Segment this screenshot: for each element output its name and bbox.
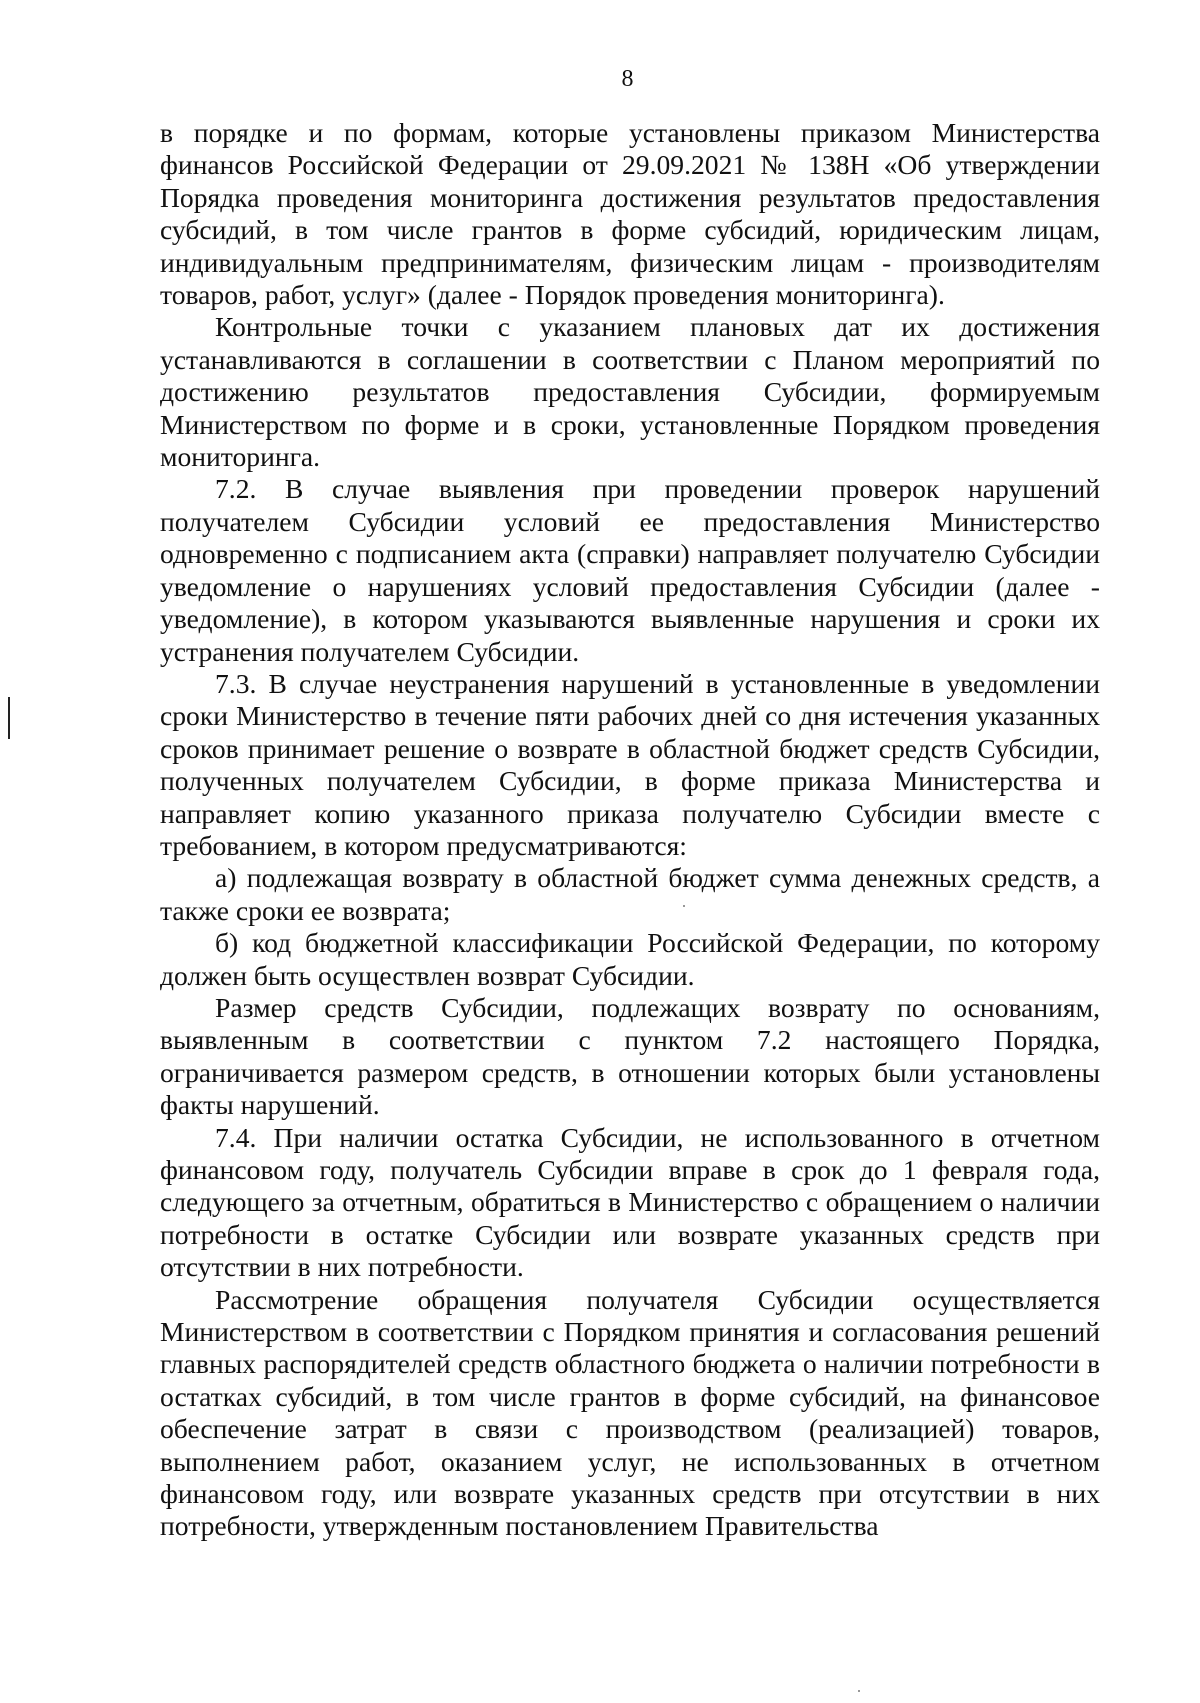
paragraph-7-3: 7.3. В случае неустранения нарушений в установленные в уведомлении сроки Министерство в течение пяти рабочих дней со дня истечения указанных сроков принимает решение о возврате в областной бюджет средств Субсидии, полученных получателем Субсидии, в форме приказа Министерства и направляет копию указанного приказа получателю Субсидии вместе с требованием, в котором предусматриваются:: [160, 667, 1100, 861]
paragraph-7-4: 7.4. При наличии остатка Субсидии, не использованного в отчетном финансовом году, получатель Субсидии вправе в срок до 1 февраля года, следующего за отчетным, обратиться в Министерство с обращением о наличии потребности в остатке Субсидии или возврате указанных средств при отсутствии в них потребности.: [160, 1121, 1100, 1283]
scan-margin-mark: [8, 697, 10, 739]
paragraph-refund-size: Размер средств Субсидии, подлежащих возврату по основаниям, выявленным в соответствии с пунктом 7.2 настоящего Порядка, ограничивается размером средств, в отношении которых были установлены факты нарушений.: [160, 991, 1100, 1121]
scan-speck: [858, 1690, 860, 1692]
paragraph-control-points: Контрольные точки с указанием плановых дат их достижения устанавливаются в соглашении в соответствии с Планом мероприятий по достижению результатов предоставления Субсидии, формируемым Министерством по форме и в сроки, установленные Порядком проведения мониторинга.: [160, 311, 1100, 473]
paragraph-7-2: 7.2. В случае выявления при проведении проверок нарушений получателем Субсидии условий ее предоставления Министерство одновременно с подписанием акта (справки) направляет получателю Субсидии уведомление о нарушениях условий предоставления Субсидии (далее - уведомление), в котором указываются выявленные нарушения и сроки их устранения получателем Субсидии.: [160, 473, 1100, 667]
paragraph-continuation: в порядке и по формам, которые установлены приказом Министерства финансов Российской Федерации от 29.09.2021 № 138Н «Об утверждении Порядка проведения мониторинга достижения результатов предоставления субсидий, в том числе грантов в форме субсидий, юридическим лицам, индивидуальным предпринимателям, физическим лицам - производителям товаров, работ, услуг» (далее - Порядок проведения мониторинга).: [160, 117, 1100, 311]
document-body: [160, 117, 1100, 1543]
paragraph-item-a: а) подлежащая возврату в областной бюджет сумма денежных средств, а также сроки ее возврата;: [160, 862, 1100, 926]
page-number: 8: [621, 66, 634, 92]
paragraph-item-b: б) код бюджетной классификации Российской Федерации, по которому должен быть осуществлен возврат Субсидии.: [160, 927, 1100, 991]
paragraph-review: Рассмотрение обращения получателя Субсидии осуществляется Министерством в соответствии с Порядком принятия и согласования решений главных распорядителей средств областного бюджета о наличии потребности в остатках субсидий, в том числе грантов в форме субсидий, на финансовое обеспечение затрат в связи с производством (реализацией) товаров, выполнением работ, оказанием услуг, не использованных в отчетном финансовом году, или возврате указанных средств при отсутствии в них потребности, утвержденным постановлением Правительства: [160, 1283, 1100, 1542]
